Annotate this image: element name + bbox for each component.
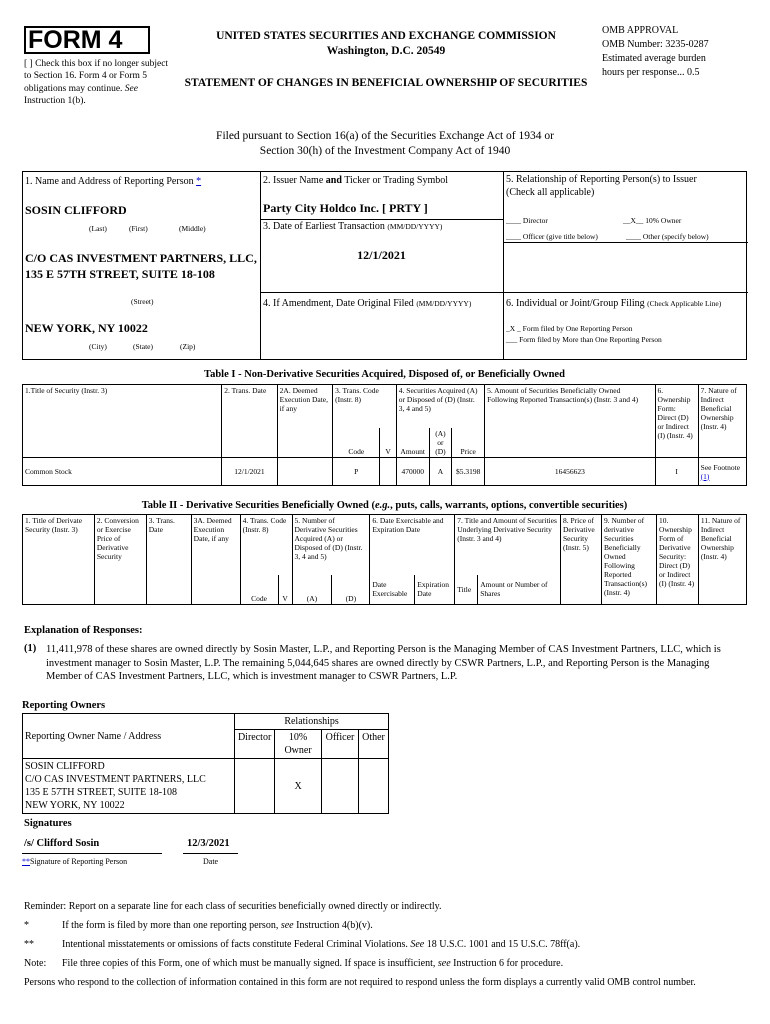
t1-r-title: Common Stock xyxy=(23,458,222,486)
t1-s-code: Code xyxy=(333,428,380,458)
omb-approval xyxy=(602,24,762,80)
reporting-person-address: C/O CAS INVESTMENT PARTNERS, LLC, 135 E 57TH STREET, SUITE 18-108 xyxy=(25,251,257,282)
t1-h-date: 2. Trans. Date xyxy=(222,385,277,458)
signer-name: /s/ Clifford Sosin xyxy=(24,838,100,849)
explanation-number: (1) xyxy=(24,643,37,654)
t2-s-title: Title xyxy=(455,575,478,605)
label-middle: (Middle) xyxy=(179,224,206,233)
issuer-name: Party City Holdco Inc. [ PRTY ] xyxy=(263,201,428,215)
owner-address: SOSIN CLIFFORD C/O CAS INVESTMENT PARTNERS, LLC 135 E 57TH STREET, SUITE 18-108 NEW YORK, NY 10022 xyxy=(23,759,235,814)
table1-title: Table I - Non-Derivative Securities Acquired, Disposed of, or Beneficially Owned xyxy=(204,369,565,380)
t2-h11: 11. Nature of Indirect Beneficial Ownership (Instr. 4) xyxy=(700,516,741,561)
double-star-note: ** Intentional misstatements or omissions of facts constitute Federal Criminal Violations. See 18 U.S.C. 1001 and 15 U.S.C. 78ff(a). xyxy=(24,939,581,950)
t1-h-title: 1.Title of Security (Instr. 3) xyxy=(23,385,222,458)
t1-r-nature xyxy=(698,458,746,486)
label-street: (Street) xyxy=(131,297,154,306)
joint-filing-one: _X _ Form filed by One Reporting Person xyxy=(506,324,633,333)
t1-h-owned: 5. Amount of Securities Beneficially Owned Following Reported Transaction(s) (Instr. 3 and 4) xyxy=(485,385,655,458)
date-label: Date xyxy=(203,857,219,866)
t2-h2: 2. Conversion or Exercise Price of Derivative Security xyxy=(94,515,146,605)
star-note: * If the form is filed by more than one reporting person, see Instruction 4(b)(v). xyxy=(24,920,373,931)
owners-heading: Reporting Owners xyxy=(22,700,106,711)
t2-h3a: 3A. Deemed Execution Date, if any xyxy=(191,515,240,605)
relationship-other: ____ Other (specify below) xyxy=(626,232,709,241)
t1-h-form: 6. Ownership Form: Direct (D) or Indirect (I) (Instr. 4) xyxy=(655,385,698,458)
footnote-link[interactable]: (1) xyxy=(700,471,710,481)
filed-pursuant: Filed pursuant to Section 16(a) of the Securities Exchange Act of 1934 or Section 30(h) of the Investment Company Act of 1940 xyxy=(216,130,554,157)
explanation-heading: Explanation of Responses: xyxy=(24,625,143,636)
label-city: (City) xyxy=(89,342,107,351)
t1-r-price: $5.3198 xyxy=(452,458,485,486)
t1-r-ad: A xyxy=(429,458,452,486)
t1-r-deemed xyxy=(277,458,332,486)
owners-col-rel: Relationships xyxy=(235,714,389,730)
signature-footnote-link[interactable]: ** xyxy=(22,857,30,866)
t2-h7: 7. Title and Amount of Securities Underlying Derivative Security (Instr. 3 and 4) xyxy=(455,515,561,575)
note-line: Note: File three copies of this Form, one of which must be manually signed. If space is insufficient, see Instruction 6 for procedure. xyxy=(24,958,564,969)
relationship-officer: ____ Officer (give title below) xyxy=(506,232,598,241)
t1-r-code: P xyxy=(333,458,380,486)
joint-filing-label: 6. Individual or Joint/Group Filing (Check Applicable Line) xyxy=(506,298,722,309)
signature-label: **Signature of Reporting Person xyxy=(22,857,128,866)
reminder-text: Reminder: Report on a separate line for each class of securities beneficially owned directly or indirectly. xyxy=(24,901,442,912)
asterisk-link[interactable]: * xyxy=(196,176,202,187)
t2-s-exp: Expiration Date xyxy=(415,575,455,605)
omb-burden-2: hours per response... 0.5 xyxy=(602,67,700,78)
t1-h-deemed: 2A. Deemed Execution Date, if any xyxy=(277,385,332,458)
signatures-heading: Signatures xyxy=(24,818,72,829)
explanation-text: 11,411,978 of these shares are owned directly by Sosin Master, L.P., and Reporting Person is the Managing Member of CAS Investment Partners, LLC, which is investment manager to Sosin Master, L.P. The remaining 5,044,645 shares are owned directly by CSWR Partners, L.P., and Reporting Person is the Managing Member of CAS Investment Partners, LLC, which is investment manager to CSWR Partners, L.P. xyxy=(46,644,721,683)
agency-city: Washington, D.C. 20549 xyxy=(326,45,446,57)
owners-col-other: Other xyxy=(358,730,388,759)
footnote-see-text: See Footnote xyxy=(700,462,741,472)
table1 xyxy=(22,384,747,486)
statement-title: STATEMENT OF CHANGES IN BENEFICIAL OWNERSHIP OF SECURITIES xyxy=(184,77,588,89)
footer-notes xyxy=(24,900,744,990)
t2-h1: 1. Title of Derivate Security (Instr. 3) xyxy=(23,515,95,605)
earliest-transaction-label: 3. Date of Earliest Transaction (MM/DD/YYYY) xyxy=(263,221,443,232)
t1-h-nature: 7. Nature of Indirect Beneficial Ownership (Instr. 4) xyxy=(700,386,737,431)
table2 xyxy=(22,514,747,605)
amendment-label: 4. If Amendment, Date Original Filed (MM/DD/YYYY) xyxy=(263,298,472,309)
relationship-label: 5. Relationship of Reporting Person(s) to Issuer (Check all applicable) xyxy=(506,174,697,198)
t1-r-form: I xyxy=(655,458,698,486)
relationship-director: ____ Director xyxy=(506,216,548,225)
label-first: (First) xyxy=(129,224,148,233)
form-title-box xyxy=(24,26,150,54)
t2-h9: 9. Number of derivative Securities Beneficially Owned Following Reported Transaction(s) (Instr. 4) xyxy=(601,515,656,605)
t1-h-acq: 4. Securities Acquired (A) or Disposed of (D) (Instr. 3, 4 and 5) xyxy=(396,385,484,428)
relationship-ten-pct: __X__ 10% Owner xyxy=(623,216,682,225)
t1-s-amount: Amount xyxy=(396,428,429,458)
t1-s-price: Price xyxy=(452,428,485,458)
omb-number: OMB Number: 3235-0287 xyxy=(602,39,709,50)
omb-title: OMB APPROVAL xyxy=(602,25,679,36)
checkbox-note: [ ] Check this box if no longer subject to Section 16. Form 4 or Form 5 obligations may continue. See Instruction 1(b). xyxy=(24,59,169,107)
reporting-person-label: 1. Name and Address of Reporting Person * xyxy=(25,176,202,187)
t2-h3: 3. Trans. Date xyxy=(146,515,191,605)
issuer-label: 2. Issuer Name and Ticker or Trading Symbol xyxy=(263,175,449,186)
t2-s-amt: Amount or Number of Shares xyxy=(478,575,561,605)
t2-s-code: Code xyxy=(240,575,278,605)
reporting-person-name: SOSIN CLIFFORD xyxy=(25,203,127,217)
t1-r-date: 12/1/2021 xyxy=(222,458,277,486)
t2-h4: 4. Trans. Code (Instr. 8) xyxy=(240,515,292,575)
joint-filing-more: ___ Form filed by More than One Reporting Person xyxy=(506,335,662,344)
owners-col-name: Reporting Owner Name / Address xyxy=(23,714,235,759)
table-row xyxy=(23,759,389,814)
label-zip: (Zip) xyxy=(180,342,196,351)
t1-r-amount: 470000 xyxy=(396,458,429,486)
t2-h8: 8. Price of Derivative Security (Instr. 5) xyxy=(561,515,602,605)
table-row xyxy=(23,458,747,486)
t2-h6: 6. Date Exercisable and Expiration Date xyxy=(370,515,455,575)
label-last: (Last) xyxy=(89,224,107,233)
owners-table xyxy=(22,713,389,814)
signature-date: 12/3/2021 xyxy=(187,838,230,849)
t2-h10: 10. Ownership Form of Derivative Security: Direct (D) or Indirect (I) (Instr. 4) xyxy=(656,515,698,605)
t2-s-a: (A) xyxy=(292,575,332,605)
t2-h5: 5. Number of Derivative Securities Acquired (A) or Disposed of (D) (Instr. 3, 4 and 5) xyxy=(292,515,370,575)
form-title: FORM 4 xyxy=(28,26,123,54)
omb-burden-1: Estimated average burden xyxy=(602,53,706,64)
persons-text: Persons who respond to the collection of information contained in this form are not required to respond unless the form displays a currently valid OMB control number. xyxy=(24,977,696,988)
t1-h-code: 3. Trans. Code (Instr. 8) xyxy=(333,385,397,428)
t1-r-owned: 16456623 xyxy=(485,458,655,486)
t1-s-v: V xyxy=(380,428,396,458)
t2-s-exer: Date Exercisable xyxy=(370,575,415,605)
owner-ten-mark: X xyxy=(275,759,322,814)
info-grid xyxy=(22,171,747,360)
earliest-transaction-date: 12/1/2021 xyxy=(357,248,406,262)
owners-col-ten: 10% Owner xyxy=(275,730,322,759)
reporting-person-city: NEW YORK, NY 10022 xyxy=(25,321,148,335)
owners-col-director: Director xyxy=(235,730,275,759)
agency-name: UNITED STATES SECURITIES AND EXCHANGE COMMISSION xyxy=(216,30,556,42)
t1-r-v xyxy=(380,458,396,486)
table2-title: Table II - Derivative Securities Beneficially Owned (e.g., puts, calls, warrants, options, convertible securities) xyxy=(141,500,628,511)
owners-col-officer: Officer xyxy=(322,730,359,759)
t2-s-v: V xyxy=(278,575,292,605)
t2-s-d: (D) xyxy=(332,575,370,605)
t1-s-ad: (A) or (D) xyxy=(429,428,452,458)
label-state: (State) xyxy=(133,342,153,351)
